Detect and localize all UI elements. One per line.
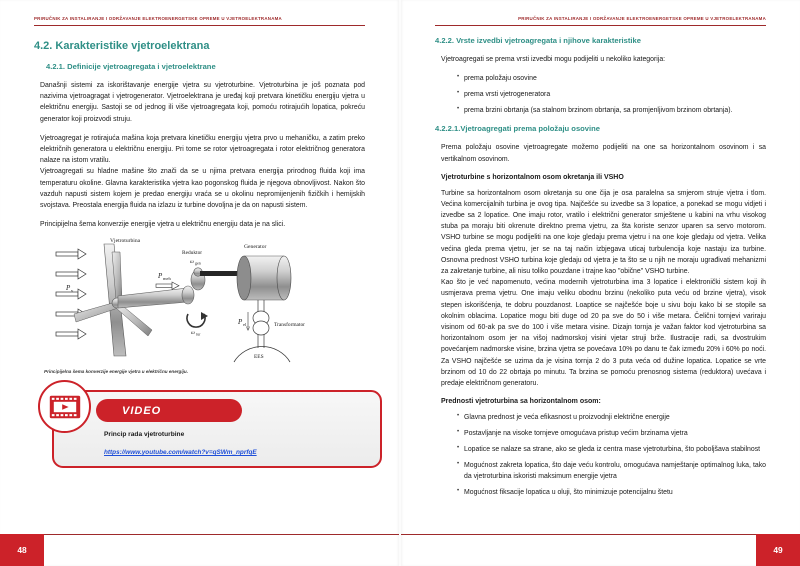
video-callout[interactable] (52, 390, 382, 468)
right-page-content (435, 36, 766, 506)
page-number-right: 49 (756, 534, 800, 566)
page-right (401, 0, 800, 566)
svg-text:tur: tur (196, 331, 201, 337)
list-item: • prema vrsti vjetrogeneratora (457, 89, 766, 100)
figure-label-transformer: Transformator (274, 322, 305, 329)
figure-label-turbine: Vjetroturbina (110, 238, 141, 245)
paragraph-definicije-4: Principijelna šema konverzije energije vjetra u električnu energiju data je na slici. (40, 221, 286, 229)
paragraph-definicije-2: Vjetroagregat je rotirajuća mašina koja pretvara kinetičku energiju vjetra prvo u mehaničku, a zatim preko električnih generatora u električnu energiju. Pri tome se rotor vjetroagregata i rotor električnog generatora nalaze na istom vratilu. (40, 134, 365, 165)
svg-text:el: el (243, 322, 247, 328)
schematic-svg (48, 238, 358, 366)
category-bullet-list (435, 73, 766, 116)
list-item: • prema položaju osovine (457, 73, 766, 84)
figure-label-gearbox: Reduktor (182, 250, 203, 257)
label-power-mech: P (158, 272, 163, 281)
figure-image (48, 238, 358, 366)
video-badge: VIDEO (96, 399, 242, 422)
page-number-left: 48 (0, 534, 44, 566)
svg-text:v: v (71, 288, 74, 294)
figure-label-generator: Generator (244, 244, 267, 251)
video-url-link[interactable]: https://www.youtube.com/watch?v=qSWm_nprfqE (104, 449, 257, 457)
header-rule-left (34, 25, 365, 26)
video-play-icon[interactable] (38, 380, 91, 433)
label-omega-gen: ω (190, 259, 194, 266)
video-caption: Princip rada vjetroturbine (104, 431, 185, 439)
subsection-heading-422: 4.2.2. Vrste izvedbi vjetroagregata i njihove karakteristike (435, 36, 641, 45)
film-strip-play-icon (49, 395, 81, 419)
label-power-wind: P (66, 284, 71, 293)
paragraph-intro: Vjetroagregati se prema vrsti izvedbi mogu podijeliti u nekoliko kategorija: (441, 56, 666, 63)
header-rule-right (435, 25, 766, 26)
paragraph-vsho-1: Turbine sa horizontalnom osom okretanja su one čija je osa paralelna sa smjerom struje vjetra i tlom. Većina komercijalnih turbina je ovog tipa. Najčešće su izvedbe sa 3 lopatice, a ponekad se mogu vidjeti i izvedbe sa 2 lopatice. One imaju rotor, vratilo i električni generator smještene u kabini na vrhu visokog stuba pa moraju biti okrenute direktno prema vjetru, za šta koriste senzor uparen sa servo motorom. VSHO turbine se mogu podijeliti na one koje gledaju prema vjetru i na one koje gledaju od vjetra. Velika većina gleda prema vjetru, jer se na taj način izbjegava uticaj turbulencija koje nastaju iza turbine. Osnovna prednost VSHO turbina koje gledaju od vjetra je ta što se u njih ne moraju ugrađivati mehanizmi za zakretanje turbine, ali nisu toliko pouzdane i trajne kao "obične" VSHO turbine. (441, 189, 766, 276)
figure-caption: Principijelna šema konverzije energije vjetra u električnu energiju. (44, 369, 188, 375)
subsection-heading-421: 4.2.1. Definicije vjetroagregata i vjetroelektrane (46, 62, 216, 71)
label-power-elec: P (238, 318, 243, 327)
svg-text:meh: meh (163, 276, 171, 282)
list-item: • Mogućnost fiksacije lopatica u oluji, što minimizuje potencijalnu štetu (457, 487, 766, 498)
subsubsection-heading-4221: 4.2.2.1.Vjetroagregati prema položaju osovine (435, 124, 601, 134)
paragraph-axis-position: Prema položaju osovine vjetroagregate možemo podijeliti na one sa horizontalnom osovinom i sa vertikalnom osovinom. (441, 144, 766, 163)
figure-label-grid: EES (254, 354, 264, 361)
advantages-heading: Prednosti vjetroturbina sa horizontalnom osom: (441, 398, 601, 406)
advantages-bullet-list (435, 412, 766, 498)
figure-conversion-schematic (40, 238, 365, 374)
label-omega-tur: ω (191, 330, 195, 337)
list-item: • Glavna prednost je veća efikasnost u proizvodnji električne energije (457, 412, 766, 423)
section-heading: 4.2. Karakteristike vjetroelektrana (34, 40, 210, 52)
svg-text:gen: gen (195, 260, 201, 266)
running-header-right: PRIRUČNIK ZA INSTALIRANJE I ODRŽAVANJE ELEKTROENERGETSKE OPREME U VJETROELEKTRANAMA (518, 16, 766, 21)
running-header-left: PRIRUČNIK ZA INSTALIRANJE I ODRŽAVANJE ELEKTROENERGETSKE OPREME U VJETROELEKTRANAMA (34, 16, 282, 21)
paragraph-definicije-3: Vjetroagregati su hladne mašine što znači da se u njima pretvara energija prirodnog fluida koji ima temperaturu okoline. Glavna karakteristika vjetra kao pogonskog fluida je njegova obnovljivost. Nakon što vazduh napusti sistem kojem je predao energiju vraća se u okolinu nepromijenjenih fizičkih i hemijskih svojstava. Preostala energija fluida na izlazu iz turbine dovoljna je da on napusti sistem. (40, 168, 365, 209)
list-item: • Lopatice se nalaze sa strane, ako se gleda iz centra mase vjetroturbina, što poboljšava stabilnost (457, 444, 766, 455)
footer-rule-right (401, 534, 766, 535)
footer-rule-left (34, 534, 399, 535)
list-item: • prema brzini obrtanja (sa stalnom brzinom obrtanja, sa promjenljivom brzinom obrtanja). (457, 105, 766, 116)
page-left (0, 0, 399, 566)
paragraph-definicije-1: Današnji sistemi za iskorištavanje energije vjetra su vjetroturbine. Vjetroturbina je još poznata pod nazivima vjetroagragat i vjetrogenerator. Vjetroelektrana je uređaj koji pretvara kinetičku energiju vjetra u električnu energiju. Sastoji se od jednog ili više vjetroagregata koji, pomoću rotirajućih lopatica, pokreću generator koji proizvodi struju. (40, 82, 365, 123)
wind-arrows (56, 249, 86, 339)
left-page-content (34, 36, 365, 468)
runin-heading-vsho: Vjetroturbine s horizontalnom osom okretanja ili VSHO (441, 173, 624, 181)
list-item: • Mogućnost zakreta lopatica, što daje veću kontrolu, omogućava namještanje optimalnog luka, tako da vjetroturbina iskoristi maksimum energije vjetra (457, 460, 766, 482)
list-item: • Postavljanje na visoke tornjeve omogućava pristup većim brzinama vjetra (457, 428, 766, 439)
paragraph-vsho-2: Kao što je već napomenuto, većina modernih vjetroturbina ima 3 lopatice i elektronički sistem koji ih usmjerava prema vjetru. One imaju veliku obodnu brzinu (nekoliko puta veću od brzine vjetra), visok stepen iskorišćenja, te dobru pouzdanost. Loaptice se najčešće boje u sivu boju kako bi se stopile sa okolnim oblacima. Lopatice mogu biti duge od 20 pa sve do 50 i više metara. Čelični tornjevi variraju visinom od 60-ak pa sve do 100 i više metara visine. Dizajn tornja je važan faktor kod vjetroturbina sa horizontalnom osom jer na višoj nadmorskoj visini vjetar struji brže. Ilustracije radi, sa dvostrukim povećanjem nadmorske visine, brzina vjetra se povećava 10% po danu te čak između 20% i 60% po noći. Za VSHO najčešće se uzima da je visina tornja 2 do 3 puta veća od dužine lopatica. Lopatice se vrte brzinom od 10 do 22 obrtaja po minutu. Ta brzina se pomoću prenosnog sistema (reduktora) uvećava i predaje električnom generatoru. (441, 279, 766, 387)
